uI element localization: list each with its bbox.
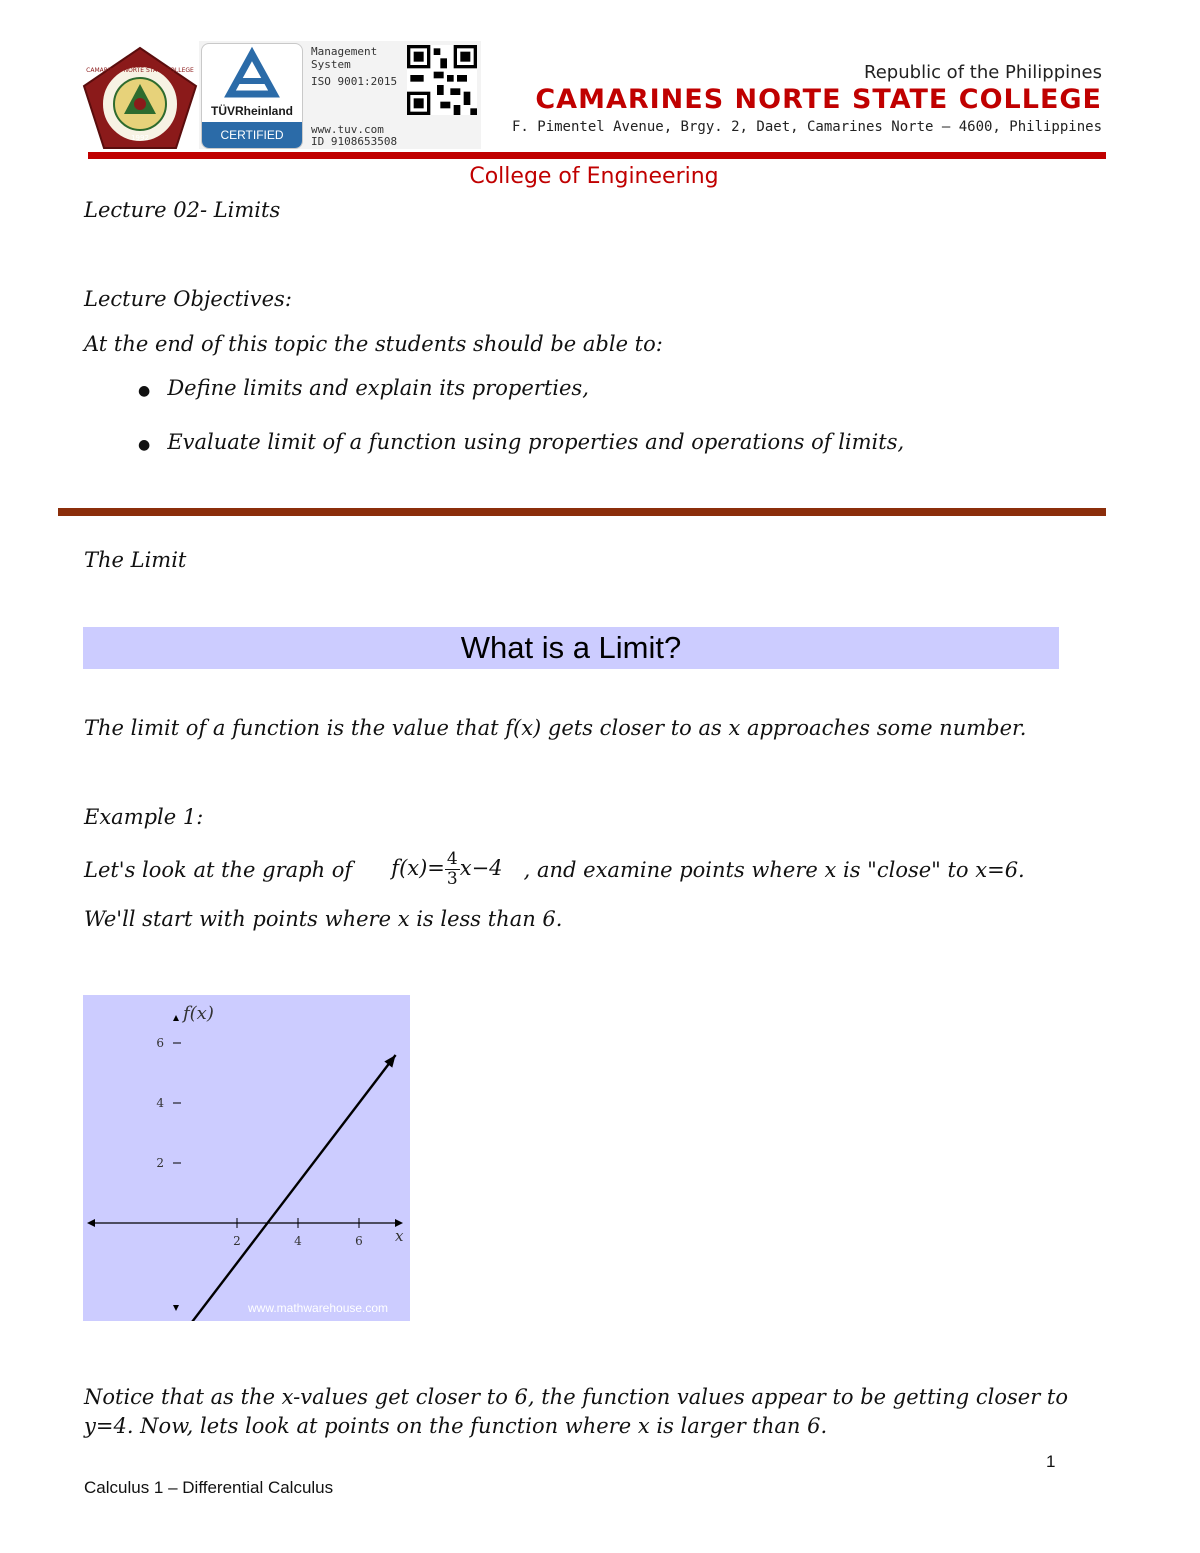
notice-line-2: y=4. Now, lets look at points on the function where x is larger than 6. xyxy=(84,1414,828,1438)
cert-line-2: System xyxy=(311,58,351,71)
x-tick-label: 6 xyxy=(355,1234,363,1248)
graph-background xyxy=(83,995,410,1321)
example-line-2: We'll start with points where x is less than 6. xyxy=(84,907,563,931)
seal-text: CAMARINES NORTE STATE COLLEGE xyxy=(86,67,194,74)
seal-year: 1992 xyxy=(131,134,149,142)
objective-item xyxy=(138,376,589,400)
bullet-icon: ● xyxy=(138,383,151,399)
certified-label: CERTIFIED xyxy=(202,122,302,148)
college-name: CAMARINES NORTE STATE COLLEGE xyxy=(535,84,1102,115)
y-axis-label: f(x) xyxy=(183,1003,214,1024)
example-statement xyxy=(84,850,1025,889)
cert-web: www.tuv.com xyxy=(311,123,384,136)
x-tick-label: 2 xyxy=(233,1234,241,1248)
function-equation xyxy=(391,850,502,889)
page-number: 1 xyxy=(1046,1452,1056,1471)
republic-line: Republic of the Philippines xyxy=(864,62,1102,83)
objectives-heading: Lecture Objectives: xyxy=(84,287,292,311)
cert-line-1: Management xyxy=(311,45,378,58)
footer-course: Calculus 1 – Differential Calculus xyxy=(84,1478,334,1497)
cert-line-3: ISO 9001:2015 xyxy=(311,75,398,88)
y-tick-label: 6 xyxy=(156,1036,164,1050)
fraction-denominator: 3 xyxy=(446,869,458,889)
cert-id: ID 9108653508 xyxy=(311,135,398,148)
bullet-icon: ● xyxy=(138,437,151,453)
college-seal-logo xyxy=(82,46,198,150)
tuv-brand: TÜVRheinland xyxy=(210,104,293,118)
section-separator xyxy=(58,508,1106,516)
example-text-before: Let's look at the graph of xyxy=(84,857,353,882)
iso-certification-badge xyxy=(199,41,481,149)
college-address: F. Pimentel Avenue, Brgy. 2, Daet, Camarines Norte – 4600, Philippines xyxy=(511,119,1102,135)
objectives-intro: At the end of this topic the students should be able to: xyxy=(84,332,663,356)
x-axis-label: x xyxy=(395,1227,404,1245)
example-label: Example 1: xyxy=(84,805,204,829)
tuv-badge xyxy=(201,43,303,149)
equation-fraction xyxy=(445,850,460,889)
objective-item xyxy=(138,430,904,454)
limit-banner: What is a Limit? xyxy=(83,627,1059,669)
graph-watermark: www.mathwarehouse.com xyxy=(248,1301,389,1315)
x-tick-label: 4 xyxy=(294,1234,302,1248)
header-rule xyxy=(88,152,1106,159)
tuv-triangle-icon xyxy=(202,44,302,104)
fraction-numerator: 4 xyxy=(446,849,458,869)
function-graph xyxy=(83,995,410,1321)
limit-definition: The limit of a function is the value that f(x) gets closer to as x approaches some number. xyxy=(84,716,1027,740)
objective-text: Evaluate limit of a function using properties and operations of limits, xyxy=(167,430,905,454)
y-tick-label: 4 xyxy=(156,1096,164,1110)
notice-line-1: Notice that as the x-values get closer to 6, the function values appear to be getting closer to xyxy=(84,1385,1068,1409)
example-text-after: , and examine points where x is "close" to x=6. xyxy=(523,857,1025,882)
section-heading: The Limit xyxy=(84,548,187,572)
department-title: College of Engineering xyxy=(469,164,719,189)
lecture-title: Lecture 02- Limits xyxy=(84,198,281,222)
qr-code-icon xyxy=(407,45,477,115)
equation-rhs: x−4 xyxy=(459,856,503,880)
equation-lhs: f(x)= xyxy=(391,856,445,880)
objective-text: Define limits and explain its properties, xyxy=(167,376,589,400)
y-tick-label: 2 xyxy=(156,1156,164,1170)
